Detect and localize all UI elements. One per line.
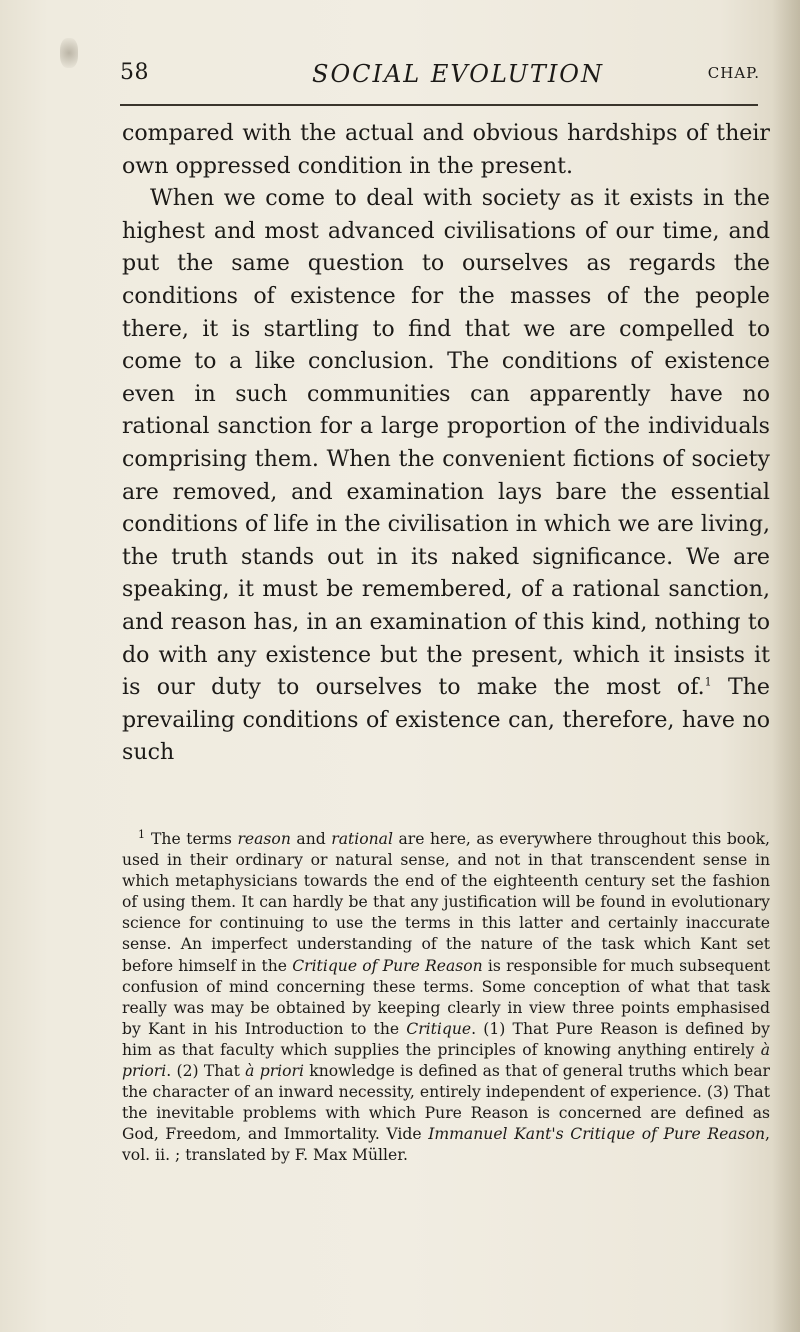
footnote-text: The terms	[151, 830, 238, 848]
footnote-italic: à priori	[245, 1062, 304, 1081]
running-header	[120, 60, 760, 100]
chapter-label: CHAP.	[707, 64, 760, 82]
footnote-italic: rational	[331, 830, 393, 848]
page-edge-shadow	[772, 0, 800, 1332]
paper-blemish	[60, 38, 78, 68]
paragraph-text: When we come to deal with society as it exists in the highest and most advanced civilisations of our time, and put the same question to ourselves as regards the conditions of existence for the masses of the people there, it is startling to find that we are compelled to come to a like conclusion. The conditions of existence even in such communities can apparently have no rational sanction for a large proportion of the individuals comprising them. When the convenient fictions of society are removed, and examination lays bare the essential conditions of life in the civilisation in which we are living, the truth stands out in its naked significance. We are speaking, it must be remembered, of a rational sanction, and reason has, in an examination of this kind, nothing to do with any existence but the present, which it insists it is our duty to ourselves to make the most of.	[122, 185, 770, 701]
footnote-text: . (1) That Pure Reason is defined by him as that faculty which supplies the principles of knowing anything entirely	[122, 1019, 770, 1059]
footnote-marker: 1	[138, 827, 145, 841]
footnote	[122, 829, 770, 1167]
footnote-text: and	[290, 830, 332, 848]
footnote-italic: Critique	[406, 1019, 472, 1038]
footnote-text: are here, as everywhere throughout this book, used in their ordinary or natural sense, and not in that transcendent sense in which metaphysicians towards the end of the eighteenth century set the fashion of using them. It can hardly be that any justification will be found in evolutionary science for continuing to use the terms in this latter and certainly inaccurate sense. An imperfect understanding of the nature of the task which Kant set before himself in the	[122, 830, 770, 975]
footnote-text: , vol. ii. ; translated by F. Max Müller.	[122, 1125, 770, 1165]
page-number: 58	[120, 60, 149, 85]
paragraph: compared with the actual and obvious hardships of their own oppressed condition in the present.	[122, 120, 770, 179]
footnote-italic: Immanuel Kant's Critique of Pure Reason	[428, 1125, 766, 1144]
footnote-italic: Critique of Pure Reason	[292, 956, 483, 975]
body-text	[122, 117, 770, 769]
footnote-text: is responsible for much subsequent confusion of mind concerning these terms. Some conception of what that task really was may be obtained by keeping clearly in view three points emphasised by Kant in his Introduction to the	[122, 956, 770, 1038]
footnote-text: . (2) That	[166, 1062, 246, 1081]
footnote-reference: 1	[704, 675, 712, 689]
footnote-italic: reason	[237, 830, 291, 848]
header-rule	[120, 104, 758, 106]
paragraph	[122, 182, 770, 769]
paragraph-text: The prevailing conditions of existence can, therefore, have no such	[122, 674, 770, 766]
footnote-italic: à priori	[122, 1040, 770, 1081]
running-title: SOCIAL EVOLUTION	[312, 60, 604, 88]
footnote-text: knowledge is defined as that of general truths which bear the character of an inward necessity, entirely independent of experience. (3) That the inevitable problems with which Pure Reason is concerned are defined as God, Freedom, and Immortality. Vide	[122, 1062, 770, 1144]
